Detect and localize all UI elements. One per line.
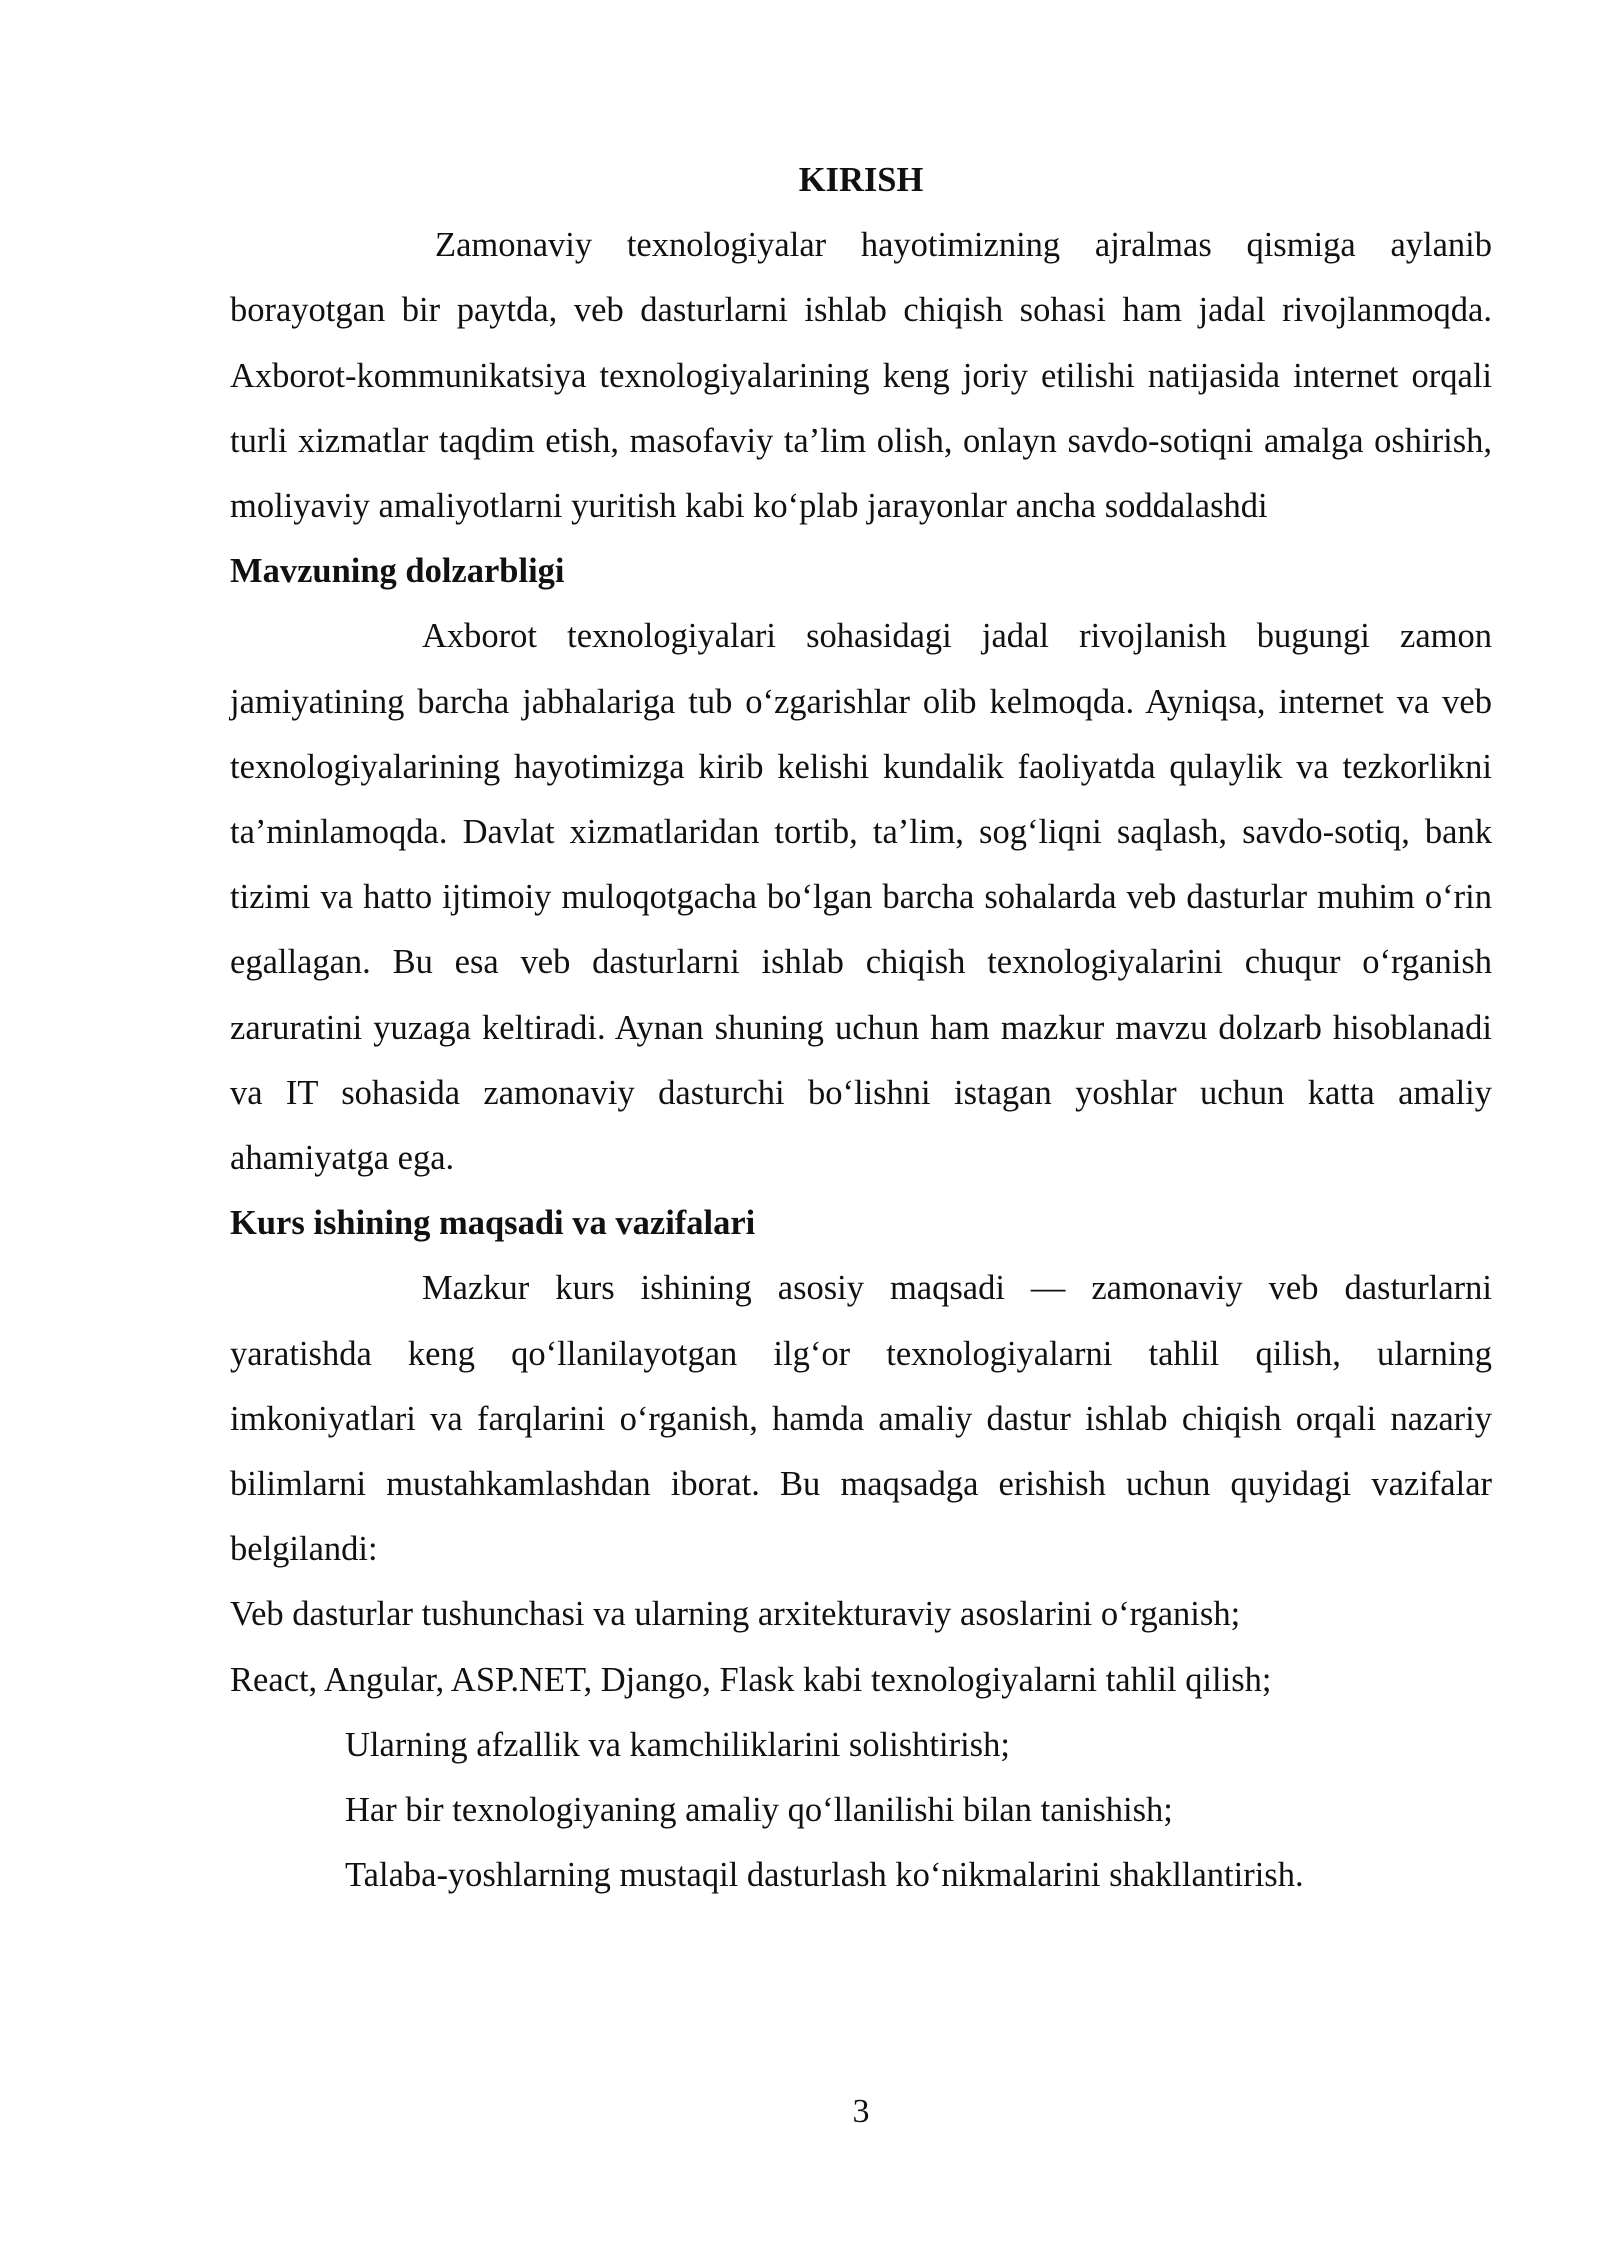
page-number: 3 <box>852 2093 870 2130</box>
section-heading-relevance: Mavzuning dolzarbligi <box>230 552 565 591</box>
page-content <box>230 148 1492 1908</box>
task-item: Veb dasturlar tushunchasi va ularning arxitekturaviy asoslarini o‘rganish; <box>230 1595 1241 1634</box>
page-title: KIRISH <box>798 161 924 199</box>
section-heading-goals: Kurs ishining maqsadi va vazifalari <box>230 1204 756 1243</box>
task-item: Har bir texnologiyaning amaliy qo‘llanilishi bilan tanishish; <box>345 1791 1173 1830</box>
goals-paragraph: Mazkur kurs ishining asosiy maqsadi — zamonaviy veb dasturlarni yaratishda keng qo‘llanilayotgan ilg‘or texnologiyalarni tahlil qilish, ularning imkoniyatlari va farqlarini o‘rganish, hamda amaliy dastur ishlab chiqish orqali nazariy bilimlarni mustahkamlashdan iborat. Bu maqsadga erishish uchun quyidagi vazifalar belgilandi: <box>230 1269 1492 1569</box>
task-item: React, Angular, ASP.NET, Django, Flask kabi texnologiyalarni tahlil qilish; <box>230 1660 1272 1699</box>
task-item: Talaba-yoshlarning mustaqil dasturlash ko‘nikmalarini shakllantirish. <box>345 1856 1304 1895</box>
relevance-paragraph: Axborot texnologiyalari sohasidagi jadal rivojlanish bugungi zamon jamiyatining barcha jabhalariga tub o‘zgarishlar olib kelmoqda. Ayniqsa, internet va veb texnologiyalarining hayotimizga kirib kelishi kundalik faoliyatda qulaylik va tezkorlikni ta’minlamoqda. Davlat xizmatlaridan tortib, ta’lim, sog‘liqni saqlash, savdo-sotiq, bank tizimi va hatto ijtimoiy muloqotgacha bo‘lgan barcha sohalarda veb dasturlar muhim o‘rin egallagan. Bu esa veb dasturlarni ishlab chiqish texnologiyalarini chuqur o‘rganish zaruratini yuzaga keltiradi. Aynan shuning uchun ham mazkur mavzu dolzarb hisoblanadi va IT sohasida zamonaviy dasturchi bo‘lishni istagan yoshlar uchun katta amaliy ahamiyatga ega. <box>230 617 1492 1178</box>
task-item: Ularning afzallik va kamchiliklarini solishtirish; <box>345 1725 1010 1764</box>
intro-paragraph: Zamonaviy texnologiyalar hayotimizning ajralmas qismiga aylanib borayotgan bir paytda, veb dasturlarni ishlab chiqish sohasi ham jadal rivojlanmoqda. Axborot-kommunikatsiya texnologiyalarining keng joriy etilishi natijasida internet orqali turli xizmatlar taqdim etish, masofaviy ta’lim olish, onlayn savdo-sotiqni amalga oshirish, moliyaviy amaliyotlarni yuritish kabi ko‘plab jarayonlar ancha soddalashdi <box>230 226 1492 526</box>
